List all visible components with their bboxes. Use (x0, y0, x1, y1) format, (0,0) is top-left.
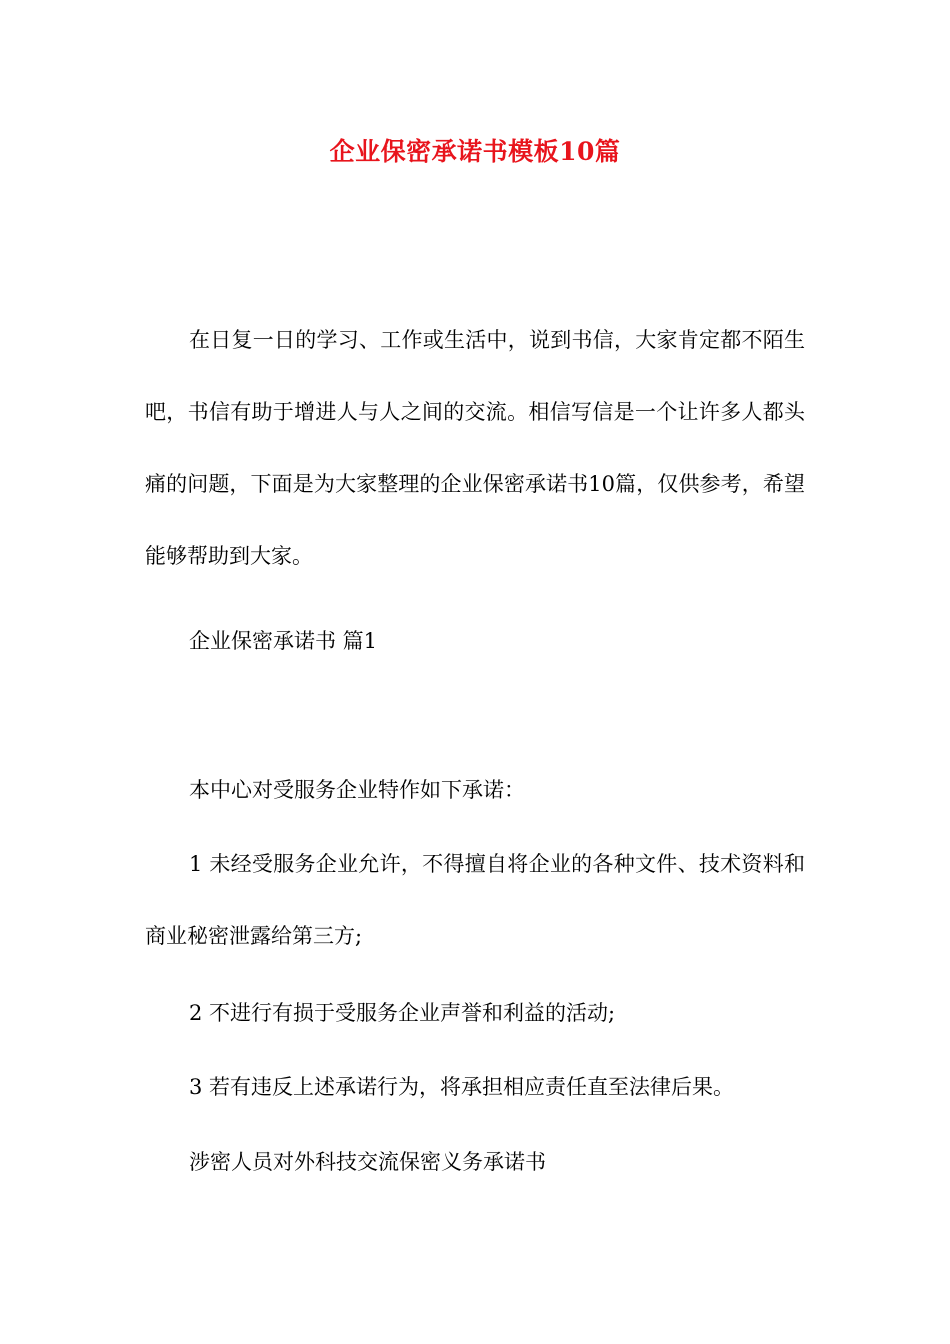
section-heading-2: 涉密人员对外科技交流保密义务承诺书 (189, 1150, 546, 1174)
commitment-item-2: 2 不进行有损于受服务企业声誉和利益的活动; (189, 1001, 616, 1025)
intro-paragraph: 在日复一日的学习、工作或生活中，说到书信，大家肯定都不陌生吧，书信有助于增进人与人之间的交流。相信写信是一个让许多人都头痛的问题，下面是为大家整理的企业保密承诺书10篇，仅供参考，希望能够帮助到大家。 (145, 328, 805, 568)
commitment-lead: 本中心对受服务企业特作如下承诺： (189, 778, 525, 802)
document-title: 企业保密承诺书模板10篇 (329, 137, 621, 166)
section-heading: 企业保密承诺书 篇1 (189, 629, 378, 653)
commitment-item-3: 3 若有违反上述承诺行为，将承担相应责任直至法律后果。 (189, 1075, 735, 1099)
commitment-item-1: 1 未经受服务企业允许，不得擅自将企业的各种文件、技术资料和商业秘密泄露给第三方; (145, 852, 805, 948)
